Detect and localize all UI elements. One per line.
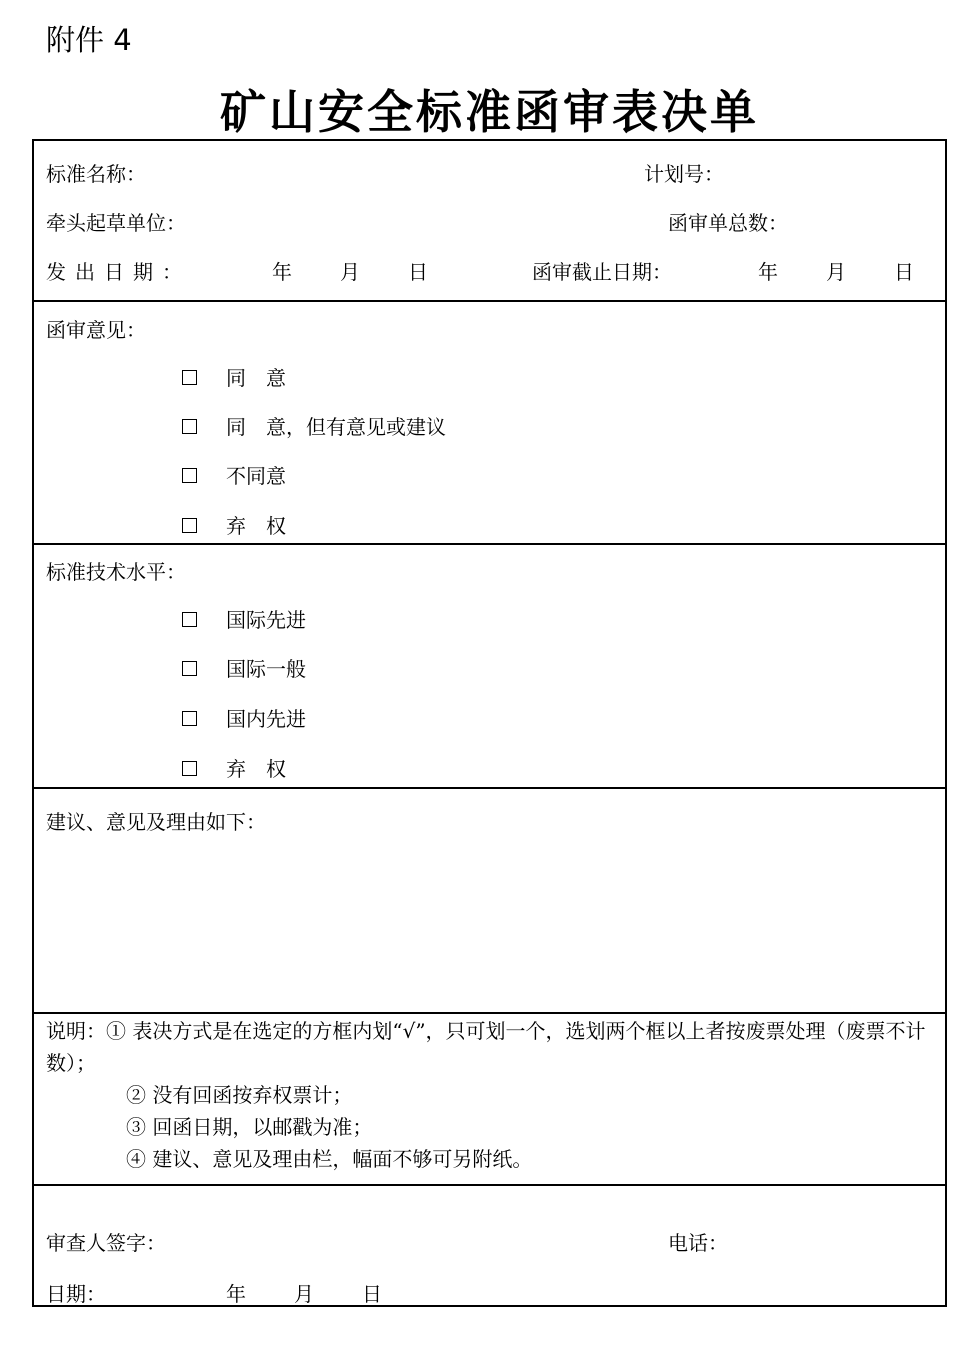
deadline-year-label: 年 (758, 260, 778, 284)
option-label: 弃 权 (226, 514, 286, 538)
divider (34, 1184, 945, 1186)
drafting-unit-label: 牵头起草单位： (46, 211, 186, 235)
suggestions-label: 建议、意见及理由如下： (46, 810, 266, 834)
suggestions-area[interactable] (34, 841, 945, 1011)
issue-date-label: 发出日期： (46, 260, 191, 284)
phone-label: 电话： (668, 1231, 728, 1255)
checkbox[interactable] (182, 370, 197, 385)
vote-form (32, 139, 947, 1307)
sign-year-label: 年 (226, 1282, 246, 1306)
note-first: 说明：① 表决方式是在选定的方框内划“√”，只可划一个，选划两个框以上者按废票处理（废票不计数）； (46, 1019, 926, 1075)
total-forms-label: 函审单总数： (668, 211, 788, 235)
checkbox[interactable] (182, 761, 197, 776)
deadline-label: 函审截止日期： (532, 260, 672, 284)
option-label: 国际一般 (226, 657, 306, 681)
option-label: 同 意 (226, 366, 286, 390)
divider (34, 1012, 945, 1014)
checkbox[interactable] (182, 612, 197, 627)
deadline-day-label: 日 (894, 260, 914, 284)
note-item: ④ 建议、意见及理由栏，幅面不够可另附纸。 (126, 1147, 533, 1171)
note-item: ② 没有回函按弃权票计； (126, 1083, 353, 1107)
sign-month-label: 月 (294, 1282, 314, 1306)
opinion-label: 函审意见： (46, 318, 146, 342)
option-label: 弃 权 (226, 757, 286, 781)
checkbox[interactable] (182, 468, 197, 483)
tech-level-label: 标准技术水平： (46, 560, 186, 584)
deadline-month-label: 月 (826, 260, 846, 284)
divider (34, 300, 945, 302)
checkbox[interactable] (182, 711, 197, 726)
reviewer-signature-label: 审查人签字： (46, 1231, 166, 1255)
divider (34, 543, 945, 545)
plan-no-label: 计划号： (644, 162, 724, 186)
divider (34, 787, 945, 789)
issue-month-label: 月 (340, 260, 360, 284)
checkbox[interactable] (182, 661, 197, 676)
sign-day-label: 日 (362, 1282, 382, 1306)
attachment-label: 附件 4 (46, 23, 132, 57)
checkbox[interactable] (182, 419, 197, 434)
option-label: 不同意 (226, 464, 286, 488)
notes (46, 1015, 941, 1175)
form-title: 矿山安全标准函审表决单 (220, 85, 759, 139)
checkbox[interactable] (182, 518, 197, 533)
issue-year-label: 年 (272, 260, 292, 284)
sign-date-label: 日期： (46, 1282, 106, 1306)
standard-name-label: 标准名称： (46, 162, 146, 186)
option-label: 国内先进 (226, 707, 306, 731)
option-label: 国际先进 (226, 608, 306, 632)
note-item: ③ 回函日期，以邮戳为准； (126, 1115, 373, 1139)
option-label: 同 意，但有意见或建议 (226, 415, 446, 439)
issue-day-label: 日 (408, 260, 428, 284)
